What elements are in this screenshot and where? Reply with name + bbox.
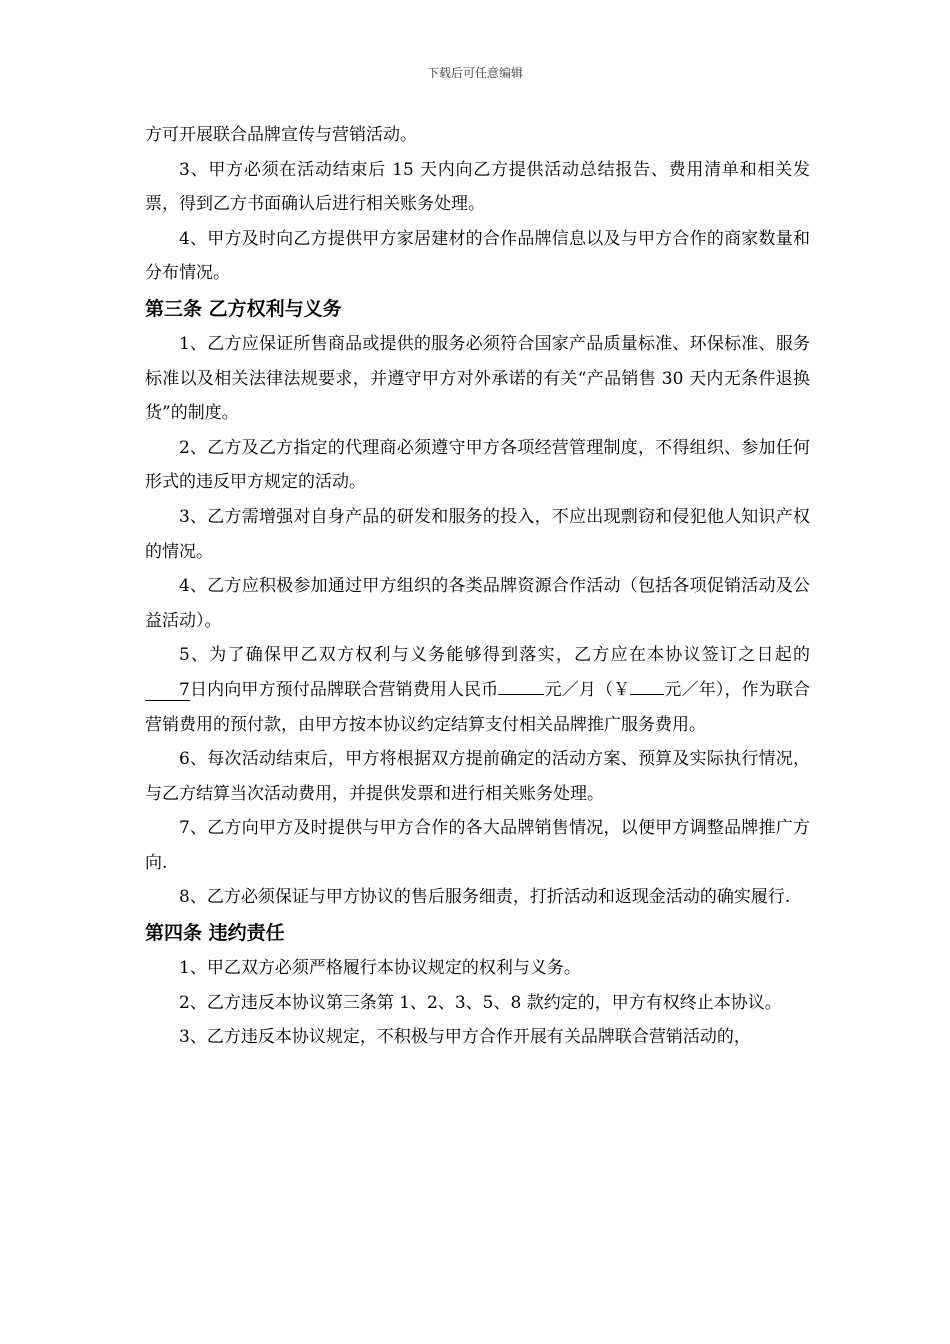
paragraph: 2、乙方及乙方指定的代理商必须遵守甲方各项经营管理制度，不得组织、参加任何形式的违反甲方规定的活动。 bbox=[145, 437, 810, 493]
paragraph-text: 5、为了确保甲乙双方权利与义务能够得到落实，乙方应在本协议签订之日起的 bbox=[179, 645, 810, 666]
document-body bbox=[145, 118, 810, 1055]
paragraph: 8、乙方必须保证与甲方协议的售后服务细责，打折活动和返现金活动的确实履行. bbox=[179, 887, 791, 908]
paragraph: 1、乙方应保证所售商品或提供的服务必须符合国家产品质量标准、环保标准、服务标准以及相关法律法规要求，并遵守甲方对外承诺的有关“产品销售 30 天内无条件退换货”的制度。 bbox=[145, 333, 810, 424]
paragraph: 3、甲方必须在活动结束后 15 天内向乙方提供活动总结报告、费用清单和相关发票，得到乙方书面确认后进行相关账务处理。 bbox=[145, 159, 810, 215]
paragraph: 3、乙方需增强对自身产品的研发和服务的投入，不应出现剽窃和侵犯他人知识产权的情况。 bbox=[145, 506, 810, 562]
paragraph: 4、乙方应积极参加通过甲方组织的各类品牌资源合作活动（包括各项促销活动及公益活动）。 bbox=[145, 576, 810, 631]
paragraph: 7、乙方向甲方及时提供与甲方合作的各大品牌销售情况，以便甲方调整品牌推广方向. bbox=[145, 818, 810, 873]
blank-yearly-amount bbox=[630, 694, 664, 695]
paragraph: 2、乙方违反本协议第三条第 1、2、3、5、8 款约定的，甲方有权终止本协议。 bbox=[179, 992, 782, 1013]
paragraph: 方可开展联合品牌宣传与营销活动。 bbox=[145, 125, 417, 145]
section-heading: 第四条 违约责任 bbox=[145, 922, 285, 945]
blank-monthly-amount bbox=[498, 694, 544, 695]
paragraph: 6、每次活动结束后，甲方将根据双方提前确定的活动方案、预算及实际执行情况，与乙方结算当次活动费用，并提供发票和进行相关账务处理。 bbox=[145, 749, 810, 804]
paragraph-text: 元／月（￥ bbox=[544, 679, 631, 700]
section-heading: 第三条 乙方权利与义务 bbox=[145, 297, 342, 320]
paragraph: 1、甲乙双方必须严格履行本协议规定的权利与义务。 bbox=[179, 958, 581, 979]
paragraph-text: 日内向甲方预付品牌联合营销费用人民币 bbox=[189, 679, 499, 700]
days-value: 7 bbox=[145, 680, 190, 701]
paragraph: 3、乙方违反本协议规定，不积极与甲方合作开展有关品牌联合营销活动的， bbox=[179, 1027, 751, 1048]
paragraph: 4、甲方及时向乙方提供甲方家居建材的合作品牌信息以及与甲方合作的商家数量和分布情况。 bbox=[145, 228, 810, 284]
paragraph-text: 元／年），作为联合营销费用的预付款，由甲方按本协议约定结算支付相关品牌推广服务费用。 bbox=[145, 679, 811, 735]
page-header: 下载后可任意编辑 bbox=[426, 66, 523, 80]
paragraph-with-blanks bbox=[145, 638, 810, 742]
